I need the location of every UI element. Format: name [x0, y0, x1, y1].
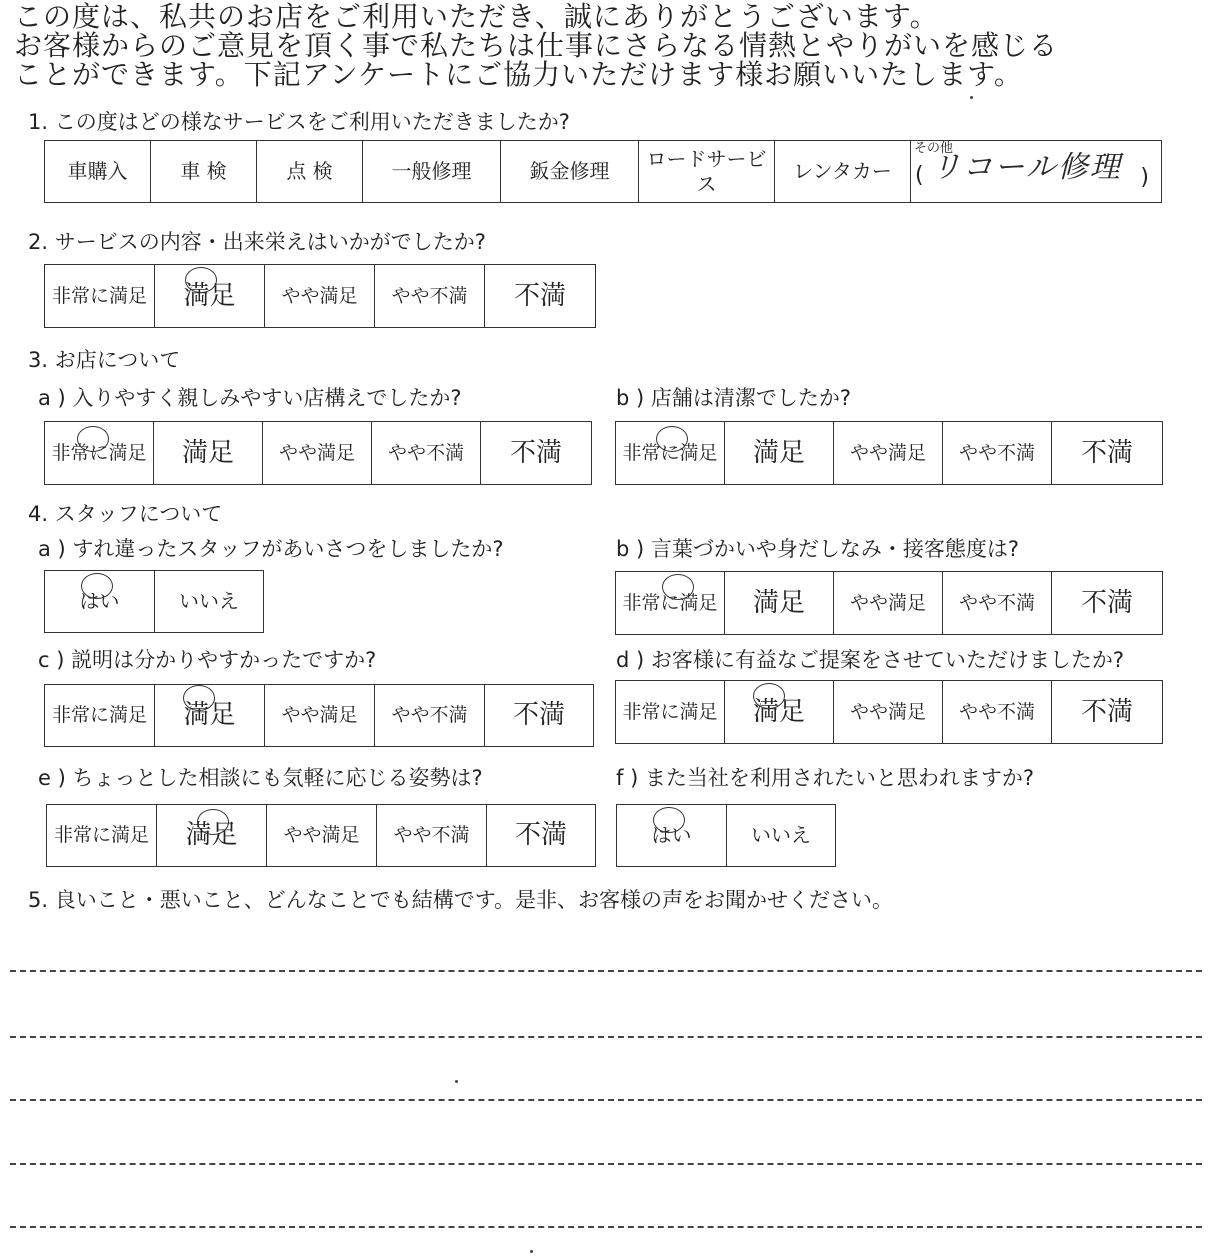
question-4: 4. スタッフについて — [28, 502, 223, 526]
q4b-dissatisfied[interactable]: 不満 — [1080, 587, 1133, 618]
question-5: 5. 良いこと・悪いこと、どんなことでも結構です。是非、お客様の声をお聞かせください。 — [28, 888, 894, 912]
q2-satisfied[interactable]: 満足 — [155, 265, 265, 327]
q3a-somewhat-dissatisfied[interactable]: やや 不満 — [372, 422, 481, 484]
q3b-very-satisfied[interactable]: 非常に 満足 — [616, 422, 725, 484]
question-4e: e ) ちょっとした相談にも気軽に応じる姿勢は? — [38, 766, 483, 790]
option-shaken[interactable]: 車 検 — [151, 141, 257, 202]
q3a-rating-scale — [44, 421, 592, 485]
question-4f: f ) また当社を利用されたいと思われますか? — [616, 766, 1035, 790]
service-options — [44, 140, 1162, 203]
question-4c: c ) 説明は分かりやすかったですか? — [38, 648, 377, 672]
q4e-somewhat-dissatisfied[interactable]: やや 不満 — [377, 805, 487, 866]
q4f-yes-no — [616, 804, 836, 867]
q2-dissatisfied[interactable]: 不満 — [513, 280, 566, 311]
option-road-service[interactable]: ロードサービス — [639, 141, 775, 202]
q4a-yes-no — [44, 570, 264, 633]
option-sheet-metal-repair[interactable]: 鈑金修理 — [501, 141, 639, 202]
q4e-very-satisfied[interactable]: 非常に 満足 — [47, 805, 157, 866]
q4b-very-satisfied[interactable]: 非常に 満足 — [616, 572, 725, 634]
q4c-satisfied[interactable]: 満足 — [155, 685, 265, 746]
intro-line-3: ことができます。下記アンケートにご協力いただけます様お願いいたします。 — [14, 58, 1023, 91]
q3b-rating-scale — [615, 421, 1163, 485]
q3a-very-satisfied[interactable]: 非常に 満足 — [45, 422, 154, 484]
question-4d: d ) お客様に有益なご提案をさせていただけましたか? — [616, 648, 1125, 672]
question-3: 3. お店について — [28, 348, 181, 372]
q3a-somewhat-satisfied[interactable]: やや 満足 — [263, 422, 372, 484]
q4d-satisfied[interactable]: 満足 — [725, 681, 834, 743]
comment-line-3 — [10, 1099, 1202, 1101]
option-general-repair[interactable]: 一般修理 — [363, 141, 501, 202]
q4b-satisfied[interactable]: 満足 — [725, 572, 834, 634]
other-label: その他 — [914, 141, 954, 156]
q4c-very-satisfied[interactable]: 非常に 満足 — [45, 685, 155, 746]
q4e-somewhat-satisfied[interactable]: やや 満足 — [267, 805, 377, 866]
q4e-rating-scale — [46, 804, 596, 867]
q4f-no[interactable]: いいえ — [751, 823, 811, 847]
q4d-somewhat-dissatisfied[interactable]: やや 不満 — [943, 681, 1052, 743]
q4c-dissatisfied[interactable]: 不満 — [512, 700, 565, 730]
comment-line-2 — [10, 1036, 1202, 1038]
q3b-somewhat-satisfied[interactable]: やや 満足 — [834, 422, 943, 484]
question-3a: a ) 入りやすく親しみやすい店構えでしたか? — [38, 386, 462, 410]
q4c-somewhat-satisfied[interactable]: やや 満足 — [265, 685, 375, 746]
q4b-somewhat-satisfied[interactable]: やや 満足 — [834, 572, 943, 634]
option-car-purchase[interactable]: 車購入 — [45, 141, 151, 202]
other-handwritten-value: リコール修理 — [931, 150, 1122, 185]
q4a-yes[interactable]: はい — [45, 571, 155, 632]
q2-very-satisfied[interactable]: 非常に 満足 — [45, 265, 155, 327]
q3b-dissatisfied[interactable]: 不満 — [1080, 437, 1133, 468]
other-paren-open: ( — [915, 163, 924, 188]
q4d-somewhat-satisfied[interactable]: やや 満足 — [834, 681, 943, 743]
intro-line-2: お客様からのご意見を頂く事で私たちは仕事にさらなる情熱とやりがいを感じる — [14, 29, 1059, 62]
scan-speck — [970, 96, 973, 99]
q3b-satisfied[interactable]: 満足 — [725, 422, 834, 484]
q4d-very-satisfied[interactable]: 非常に 満足 — [616, 681, 725, 743]
question-3b: b ) 店舗は清潔でしたか? — [616, 386, 852, 410]
option-other[interactable] — [911, 141, 1161, 202]
q2-rating-scale — [44, 264, 596, 328]
q4e-dissatisfied[interactable]: 不満 — [514, 820, 567, 850]
q2-somewhat-satisfied[interactable]: やや 満足 — [265, 265, 375, 327]
q4b-somewhat-dissatisfied[interactable]: やや 不満 — [943, 572, 1052, 634]
q3b-somewhat-dissatisfied[interactable]: やや 不満 — [943, 422, 1052, 484]
q3a-satisfied[interactable]: 満足 — [154, 422, 263, 484]
q4e-satisfied[interactable]: 満足 — [157, 805, 267, 866]
question-4a: a ) すれ違ったスタッフがあいさつをしましたか? — [38, 537, 504, 561]
q4f-yes[interactable]: はい — [617, 805, 727, 866]
scan-speck — [455, 1080, 458, 1083]
scan-speck — [530, 1250, 533, 1253]
other-paren-close: ) — [1140, 165, 1149, 190]
q4d-dissatisfied[interactable]: 不満 — [1080, 696, 1133, 727]
question-1: 1. この度はどの様なサービスをご利用いただきましたか? — [28, 110, 570, 134]
q4b-rating-scale — [615, 571, 1163, 635]
comment-line-1 — [10, 970, 1202, 972]
q4a-no[interactable]: いいえ — [179, 589, 239, 613]
question-2: 2. サービスの内容・出来栄えはいかがでしたか? — [28, 230, 486, 254]
option-inspection[interactable]: 点 検 — [257, 141, 363, 202]
q3a-dissatisfied[interactable]: 不満 — [509, 437, 562, 468]
question-4b: b ) 言葉づかいや身だしなみ・接客態度は? — [616, 537, 1020, 561]
q4d-rating-scale — [615, 680, 1163, 744]
q4c-rating-scale — [44, 684, 594, 747]
q2-somewhat-dissatisfied[interactable]: やや 不満 — [375, 265, 485, 327]
comment-line-4 — [10, 1163, 1202, 1165]
q4c-somewhat-dissatisfied[interactable]: やや 不満 — [375, 685, 485, 746]
option-rental-car[interactable]: レンタカー — [775, 141, 911, 202]
comment-line-5 — [10, 1226, 1202, 1228]
intro-text — [14, 2, 1209, 89]
intro-line-1: この度は、私共のお店をご利用いただき、誠にありがとうございます。 — [14, 0, 939, 33]
